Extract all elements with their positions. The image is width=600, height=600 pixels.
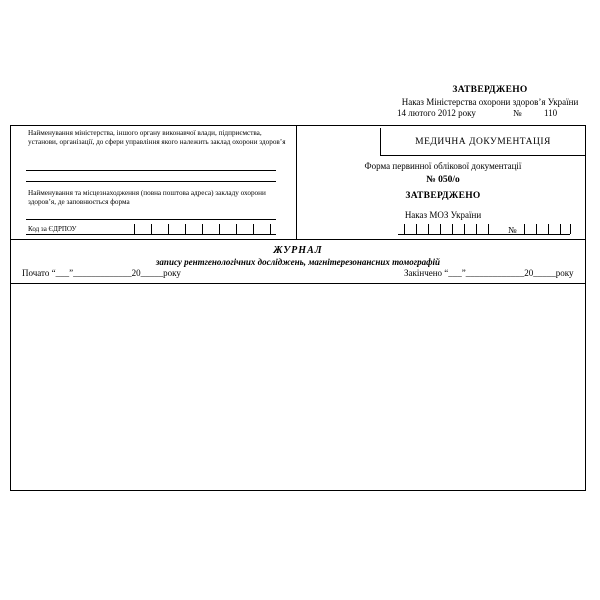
- journal-started[interactable]: Почато “___”_____________20_____року: [22, 268, 181, 278]
- journal-header-divider: [10, 283, 586, 284]
- journal-title: ЖУРНАЛ: [273, 245, 323, 256]
- edrpou-label: Код за ЄДРПОУ: [28, 225, 77, 233]
- form-number: № 050/о: [426, 175, 460, 185]
- edrpou-fill-line[interactable]: [26, 234, 276, 235]
- approval-date: 14 лютого 2012 року: [397, 108, 476, 118]
- address-fill-line[interactable]: [26, 219, 276, 220]
- order-date-cells[interactable]: [0, 224, 600, 234]
- form-order: Наказ МОЗ України: [404, 210, 482, 220]
- approval-date-line: [397, 108, 587, 118]
- journal-finished[interactable]: Закінчено “___”_____________20_____року: [404, 268, 574, 278]
- order-number-sign: №: [508, 225, 517, 235]
- ministry-fill-line-2[interactable]: [26, 181, 276, 182]
- header-vertical-divider: [296, 125, 297, 239]
- ministry-label: Найменування міністерства, іншого органу виконавчої влади, підприємства, установи, організації, до сфери управління якого належить заклад охорони здоров’я: [28, 129, 286, 146]
- header-bottom-divider: [10, 239, 586, 240]
- address-label: Найменування та місцезнаходження (повна поштова адреса) закладу охорони здоров’я, де заповнюється форма: [28, 189, 266, 206]
- form-approved: ЗАТВЕРДЖЕНО: [405, 191, 481, 201]
- form-description: Форма первинної облікової документації: [364, 161, 522, 171]
- order-fill-line[interactable]: [398, 234, 570, 235]
- approval-number: 110: [544, 108, 558, 118]
- journal-subtitle: запису рентгенологічних досліджень, магнітерезонансних томографій: [155, 257, 441, 267]
- approval-order: Наказ Міністерства охорони здоров’я України: [401, 97, 579, 107]
- medical-documentation-title: МЕДИЧНА ДОКУМЕНТАЦІЯ: [415, 137, 551, 147]
- ministry-fill-line-1[interactable]: [26, 170, 276, 171]
- approval-number-sign: №: [513, 108, 522, 118]
- approval-title: ЗАТВЕРДЖЕНО: [452, 85, 528, 95]
